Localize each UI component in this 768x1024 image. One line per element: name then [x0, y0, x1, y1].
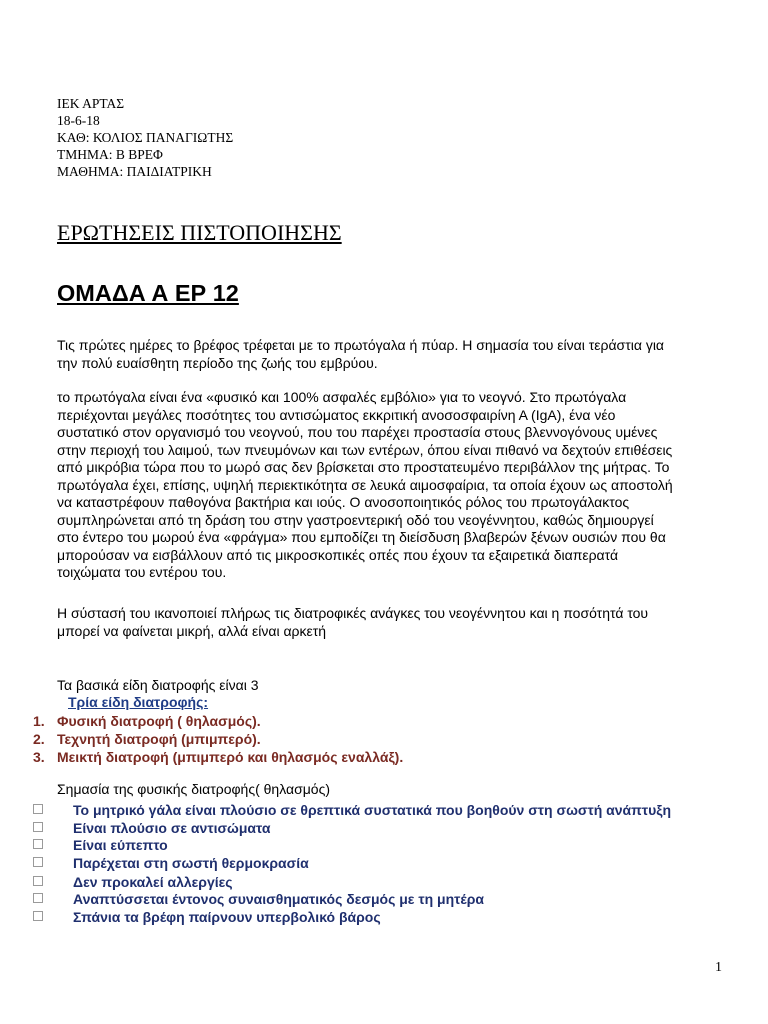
checkbox-bullet-icon: [33, 822, 43, 832]
paragraph-1: [57, 337, 727, 372]
item-text: Παρέχεται στη σωστή θερμοκρασία: [73, 855, 309, 871]
paragraph-line: μπορούσαν να εισβάλλουν από τις μικροσκοπικές οπές που έχουν τα εξαιρετικά διαπερατά: [57, 546, 619, 563]
item-text: Τεχνητή διατροφή (μπιμπερό).: [57, 731, 261, 747]
paragraph-line: να καταστρέφουν παθογόνα βακτήρια και ιούς. Ο ανοσοποιητικός ρόλος του πρωτογάλακτος: [57, 494, 630, 510]
feeding-item: [33, 749, 403, 765]
paragraph-line: περιέχονται μεγάλες ποσότητες του αντισώματος εκκριτική ανοσοσφαιρίνη Α (IgA), ένα νέο: [57, 406, 616, 423]
item-number: 2.: [33, 731, 45, 747]
paragraph-3: [57, 605, 727, 640]
importance-item: [33, 802, 671, 818]
paragraph-line: Η σύστασή του ικανοποιεί πλήρως τις διατροφικές ανάγκες του νεογέννητου και η ποσότητά του: [57, 605, 649, 621]
feeding-subhead: Τρία είδη διατροφής:: [68, 694, 209, 710]
header-subject: ΜΑΘΗΜΑ: ΠΑΙΔΙΑΤΡΙΚΗ: [57, 164, 212, 179]
paragraph-line: μπορεί να φαίνεται μικρή, αλλά είναι αρκετή: [57, 622, 327, 639]
paragraph-line: στην περιοχή του λαιμού, των πνευμόνων και των εντέρων, όπου είναι πιθανό να δεχτούν επιθέσεις: [57, 441, 673, 458]
importance-item: [33, 874, 233, 890]
importance-item: [33, 837, 168, 853]
checkbox-bullet-icon: [33, 876, 43, 886]
importance-item: [33, 909, 381, 925]
paragraph-line: από μικρόβια τώρα που το μωρό σας δεν βρίσκεται στο προστατευμένο περιβάλλον της μήτρας. Το: [57, 459, 670, 475]
importance-item: [33, 855, 309, 871]
importance-item: [33, 891, 484, 907]
paragraph-2: [57, 389, 727, 582]
feeding-item: [33, 713, 261, 729]
group-title: ΟΜΑΔΑ Α ΕΡ 12: [57, 280, 239, 306]
feeding-item: [33, 731, 261, 747]
item-text: Σπάνια τα βρέφη παίρνουν υπερβολικό βάρος: [73, 909, 381, 925]
header-class: ΤΜΗΜΑ: Β ΒΡΕΦ: [57, 147, 163, 162]
header-school: ΙΕΚ ΑΡΤΑΣ: [57, 96, 125, 111]
checkbox-bullet-icon: [33, 839, 43, 849]
paragraph-line: Τις πρώτες ημέρες το βρέφος τρέφεται με το πρωτόγαλα ή πύαρ. Η σημασία του είναι τεράστια για: [57, 337, 665, 353]
item-text: Αναπτύσσεται έντονος συναισθηματικός δεσμός με τη μητέρα: [73, 891, 484, 907]
feeding-intro: Τα βασικά είδη διατροφής είναι 3: [57, 677, 259, 693]
paragraph-line: πρωτόγαλα έχει, επίσης, υψηλή περιεκτικότητα σε λευκά αιμοσφαίρια, τα οποία έχουν ως αποστολή: [57, 476, 673, 493]
paragraph-line: το πρωτόγαλα είναι ένα «φυσικό και 100% ασφαλές εμβόλιο» για το νεογνό. Στο πρωτόγαλα: [57, 389, 627, 405]
checkbox-bullet-icon: [33, 857, 43, 867]
item-text: Είναι πλούσιο σε αντισώματα: [73, 820, 271, 836]
paragraph-line: τοιχώματα του εντέρου του.: [57, 564, 227, 580]
item-text: Μεικτή διατροφή (μπιμπερό και θηλασμός εναλλάξ).: [57, 749, 404, 765]
importance-item: [33, 820, 271, 836]
paragraph-line: στο έντερο του μωρού ένα «φράγμα» που εμποδίζει τη διείσδυση βλαβερών ξένων ουσιών που θα: [57, 529, 666, 545]
item-number: 3.: [33, 749, 45, 765]
item-text: Δεν προκαλεί αλλεργίες: [73, 874, 233, 890]
paragraph-line: την πολύ ευαίσθητη περίοδο της ζωής του εμβρύου.: [57, 354, 378, 371]
header-teacher: ΚΑΘ: ΚΟΛΙΟΣ ΠΑΝΑΓΙΩΤΗΣ: [57, 130, 234, 145]
checkbox-bullet-icon: [33, 911, 43, 921]
item-text: Το μητρικό γάλα είναι πλούσιο σε θρεπτικά συστατικά που βοηθούν στη σωστή ανάπτυξη: [73, 802, 672, 818]
checkbox-bullet-icon: [33, 893, 43, 903]
item-text: Είναι εύπεπτο: [73, 837, 168, 853]
page-number: 1: [715, 960, 722, 975]
header-date: 18-6-18: [57, 113, 100, 128]
item-number: 1.: [33, 713, 45, 729]
paragraph-line: συστατικό στον οργανισμό του νεογνού, που του παρέχει προστασία στους βλεννογόνους υμένες: [57, 424, 658, 440]
item-text: Φυσική διατροφή ( θηλασμός).: [57, 713, 261, 729]
paragraph-line: συμπληρώνεται από τη δράση του στην γαστροεντερική οδό του νεογέννητου, καθώς δημιουργεί: [57, 511, 654, 528]
main-title: ΕΡΩΤΗΣΕΙΣ ΠΙΣΤΟΠΟΙΗΣΗΣ: [57, 220, 342, 245]
importance-intro: Σημασία της φυσικής διατροφής( θηλασμός): [57, 781, 330, 797]
checkbox-bullet-icon: [33, 804, 43, 814]
